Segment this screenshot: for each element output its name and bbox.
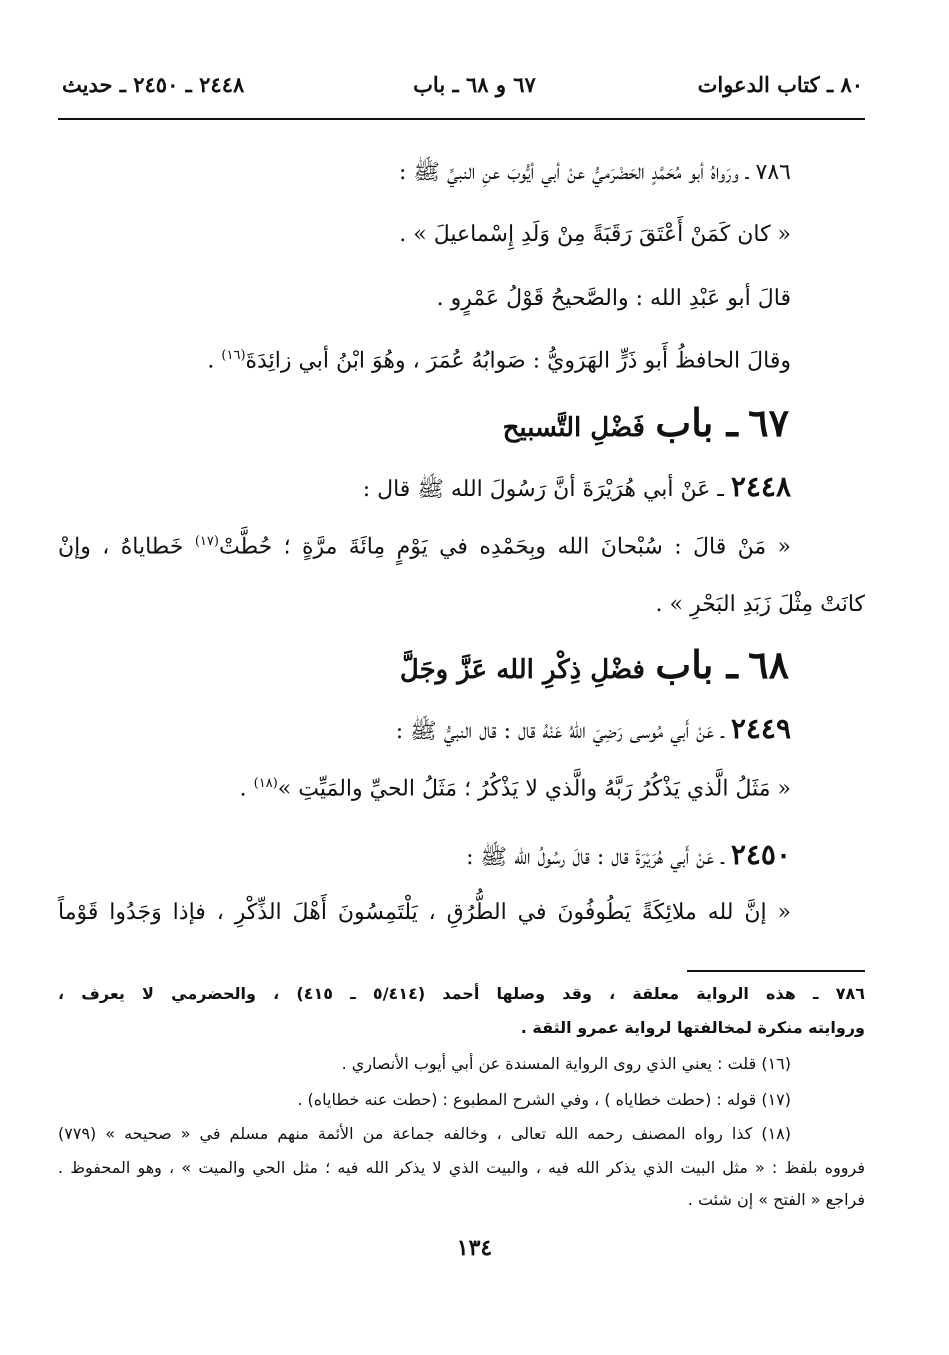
hadith-2448-matn-line-1: [58, 534, 791, 559]
header-chapter-title: ٨٠ ـ كتاب الدعوات: [697, 72, 863, 97]
chapter-title-67: فَضْلِ التَّسبيح: [502, 413, 645, 443]
footnote-18-line-2: فرووه بلفظ : « مثل البيت الذي يذكر الله فيه ، والبيت الذي لا يذكر الله فيه ؛ مثل الحي والميت » ، وهو المحفوظ .: [58, 1158, 865, 1177]
footnote-ref-16[interactable]: (١٦): [221, 348, 246, 363]
harawi-end: .: [207, 348, 222, 374]
hadith-2449-isnad-text: ـ عَنْ أَبي مُوسى رَضِيَ اللهُ عَنْهُ قال : قال النبيُّ ﷺ :: [395, 719, 731, 744]
footnote-ref-18[interactable]: (١٨): [253, 776, 278, 791]
hadith-number-2449: ٢٤٤٩: [730, 712, 791, 745]
text-line-abu-abdillah: قالَ أبو عَبْدِ الله : والصَّحيحُ قَوْلُ عَمْرٍو .: [436, 286, 791, 311]
harawi-text: وقالَ الحافظُ أَبو ذَرٍّ الهَرَويُّ : صَوابُهُ عُمَرَ ، وهُوَ ابْنُ أبي زائِدَةَ: [245, 348, 791, 374]
text-line-786-matn: « كان كَمَنْ أَعْتَقَ رَقَبَةً مِنْ وَلَدِ إِسْماعيلَ » .: [399, 222, 791, 247]
hadith-2450-isnad-text: ـ عَنْ أَبي هُرَيْرَةَ قال : قالَ رسُولُ الله ﷺ :: [466, 845, 731, 870]
page-number: ١٣٤: [456, 1235, 493, 1261]
footnote-divider: [687, 970, 865, 972]
hadith-2448-matn-a: « مَنْ قالَ : سُبْحانَ الله وبِحَمْدِه في يَوْمٍ مِائَةَ مرَّةٍ ؛ حُطَّتْ: [218, 534, 791, 560]
header-divider: [58, 118, 865, 120]
chapter-title-68: فضْلِ ذِكْرِ الله عَزَّ وجَلَّ: [399, 655, 645, 685]
hadith-2449-isnad: [396, 712, 791, 749]
footnote-18-line-1: (١٨) كذا رواه المصنف رحمه الله تعالى ، وخالفه جماعة من الأئمة منهم مسلم في « صحيحه » (٧٧٩): [58, 1124, 791, 1143]
hadith-2450-matn: « إنَّ لله ملائِكَةً يَطُوفُونَ في الطُّرُقِ ، يَلْتَمِسُونَ أَهْلَ الذِّكْرِ ، فإذا وَجَدُوا قَوْماً: [58, 900, 791, 925]
hadith-2450-isnad: [466, 838, 791, 875]
hadith-2448-matn-line-2: كانَتْ مِثْلَ زَبَدِ البَحْرِ » .: [655, 592, 865, 617]
hadith-2449-matn: [240, 776, 791, 801]
header-hadith-range: ٢٤٤٨ ـ ٢٤٥٠ ـ حديث: [62, 72, 245, 97]
hadith-number-2450: ٢٤٥٠: [730, 838, 791, 871]
hadith-2449-end: .: [239, 776, 254, 802]
footnote-17: (١٧) قوله : (حطت خطاياه ) ، وفي الشرح المطبوع : (حطت عنه خطاياه) .: [297, 1090, 791, 1109]
chapter-word-bab-68: ـ باب: [655, 642, 738, 687]
hadith-number-2448: ٢٤٤٨: [730, 470, 791, 503]
text-line-786-isnad: ٧٨٦ ـ ورَواهُ أبو مُحَمَّدٍ الحَضْرَميُّ عنْ أبي أيُّوبَ عنِ النبيِّ ﷺ :: [398, 160, 791, 185]
hadith-2448-isnad-text: ـ عَنْ أبي هُرَيْرَةَ أنَّ رَسُولَ الله ﷺ قال :: [362, 477, 731, 502]
footnote-786-line-2: وروايته منكرة لمخالفتها لرواية عمرو الثقة .: [520, 1018, 865, 1037]
chapter-heading-68: [400, 642, 789, 687]
chapter-word-bab: ـ باب: [655, 400, 738, 445]
hadith-2449-matn-text: « مَثَلُ الَّذي يَذْكُرُ رَبَّهُ والَّذي لا يَذْكُرُ ؛ مَثَلُ الحيِّ والمَيِّتِ »: [277, 776, 791, 802]
footnote-786-line-1: ٧٨٦ ـ هذه الرواية معلقة ، وقد وصلها أحمد (٥/٤١٤ ـ ٤١٥) ، والحضرمي لا يعرف ،: [58, 984, 866, 1003]
hadith-2448-isnad: [363, 470, 791, 507]
header-chapter-numbers: ٦٧ و ٦٨ ـ باب: [413, 72, 536, 97]
footnote-16: (١٦) قلت : يعني الذي روى الرواية المسندة عن أبي أيوب الأنصاري .: [341, 1054, 791, 1073]
footnote-ref-17[interactable]: (١٧): [194, 534, 219, 549]
chapter-number-68: ٦٨: [748, 642, 789, 687]
text-line-harawi: [207, 348, 791, 373]
chapter-heading-67: [503, 400, 789, 445]
hadith-2448-matn-b: خَطاياهُ ، وإنْ: [58, 534, 195, 560]
footnote-18-line-3: فراجع « الفتح » إن شئت .: [687, 1190, 865, 1209]
chapter-number-67: ٦٧: [748, 400, 789, 445]
